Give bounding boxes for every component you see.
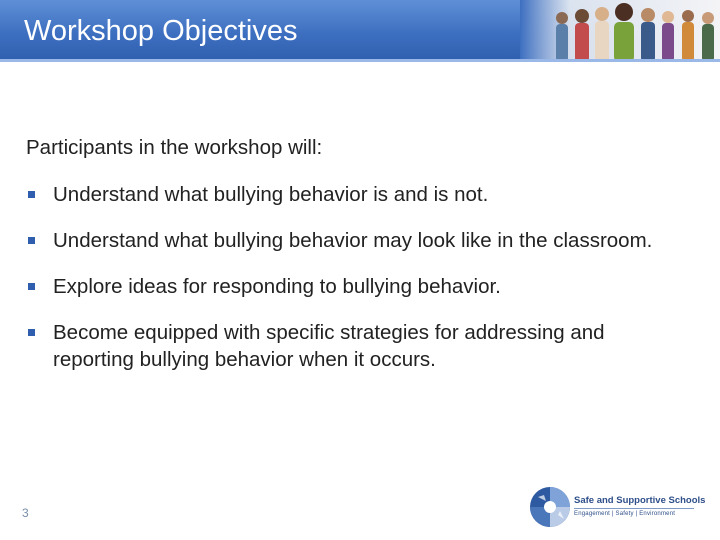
safe-supportive-schools-logo [528, 485, 706, 529]
globe-icon [528, 485, 572, 529]
slide-title: Workshop Objectives [24, 15, 298, 47]
page-number: 3 [22, 506, 29, 520]
students-photo [520, 0, 720, 62]
logo-tagline: Engagement | Safety | Environment [574, 511, 676, 517]
header-stripe [0, 59, 720, 62]
bullet-text: Become equipped with specific strategies for addressing and reporting bullying behavior when it occurs. [53, 321, 605, 371]
logo-name: Safe and Supportive Schools [574, 495, 706, 506]
bullet-square-icon [28, 283, 35, 290]
intro-text: Participants in the workshop will: [26, 136, 323, 159]
bullet-square-icon [28, 329, 35, 336]
list-item [26, 227, 676, 254]
objectives-list [26, 181, 676, 373]
bullet-text: Understand what bullying behavior is and is not. [53, 183, 489, 206]
list-item [26, 181, 676, 208]
list-item [26, 273, 676, 300]
bullet-square-icon [28, 237, 35, 244]
bullet-text: Understand what bullying behavior may look like in the classroom. [53, 229, 653, 252]
slide-header [0, 0, 720, 62]
bullet-text: Explore ideas for responding to bullying behavior. [53, 275, 501, 298]
logo-divider [574, 508, 694, 509]
slide-body [26, 134, 676, 392]
bullet-square-icon [28, 191, 35, 198]
list-item [26, 319, 676, 373]
